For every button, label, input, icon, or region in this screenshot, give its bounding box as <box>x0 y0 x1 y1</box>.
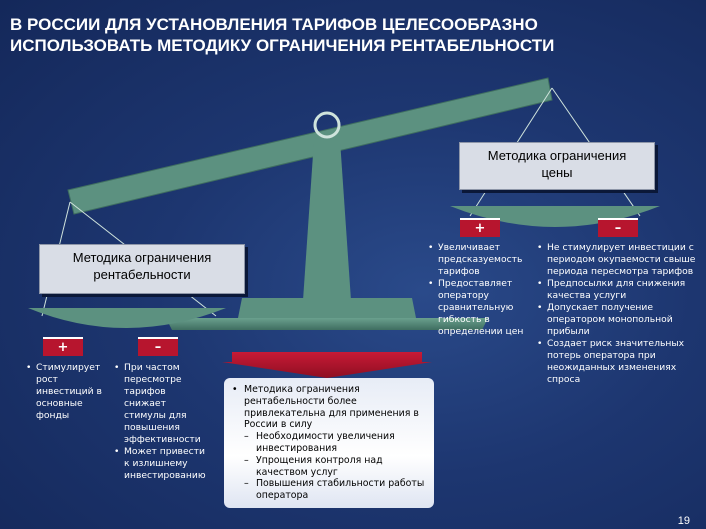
scale-pillar <box>302 140 352 315</box>
conclusion-reason: – Повышения стабильности работы оператора <box>232 478 428 502</box>
title-line-1: В РОССИИ ДЛЯ УСТАНОВЛЕНИЯ ТАРИФОВ ЦЕЛЕСООБРАЗНО <box>10 15 538 34</box>
left-pan-label-line2: рентабельности <box>93 267 191 282</box>
left-pros-list <box>26 362 106 422</box>
list-item: • Увеличивает предсказуемость тарифов <box>428 242 533 278</box>
left-minus-sign: – <box>138 337 178 356</box>
right-minus-sign: – <box>598 218 638 237</box>
right-pan-label-line2: цены <box>541 165 573 180</box>
right-plus-sign: + <box>460 218 500 237</box>
list-item: • При частом пересмотре тарифов снижает стимулы для повышения эффективности <box>114 362 210 446</box>
page-number: 19 <box>677 515 690 527</box>
conclusion-main: • Методика ограничения рентабельности более привлекательна для применения в России в силу <box>232 384 428 431</box>
list-item: • Предпосылки для снижения качества услуги <box>537 278 705 302</box>
right-pros-list <box>428 242 533 338</box>
list-item: • Не стимулирует инвестиции с периодом окупаемости свыше периода пересмотра тарифов <box>537 242 705 278</box>
left-plus-sign: + <box>43 337 83 356</box>
list-item: • Может привести к излишнему инвестированию <box>114 446 210 482</box>
left-cons-list <box>114 362 210 482</box>
conclusion-reason: – Необходимости увеличения инвестирования <box>232 431 428 455</box>
conclusion-reason: – Упрощения контроля над качеством услуг <box>232 455 428 479</box>
conclusion-arrow <box>222 352 432 378</box>
list-item: • Допускает получение оператором монопольной прибыли <box>537 302 705 338</box>
conclusion-box <box>224 378 434 508</box>
left-pan-label-line1: Методика ограничения <box>72 250 212 265</box>
list-item: • Стимулирует рост инвестиций в основные фонды <box>26 362 106 422</box>
right-pan-label <box>459 142 655 190</box>
list-item: • Предоставляет оператору сравнительную гибкость в определении цен <box>428 278 533 338</box>
left-pan-label <box>39 244 245 294</box>
list-item: • Создает риск значительных потерь оператора при неожиданных изменениях спроса <box>537 338 705 386</box>
right-pan-label-line1: Методика ограничения <box>487 148 627 163</box>
title-line-2: ИСПОЛЬЗОВАТЬ МЕТОДИКУ ОГРАНИЧЕНИЯ РЕНТАБЕЛЬНОСТИ <box>10 36 555 55</box>
right-cons-list <box>537 242 705 386</box>
